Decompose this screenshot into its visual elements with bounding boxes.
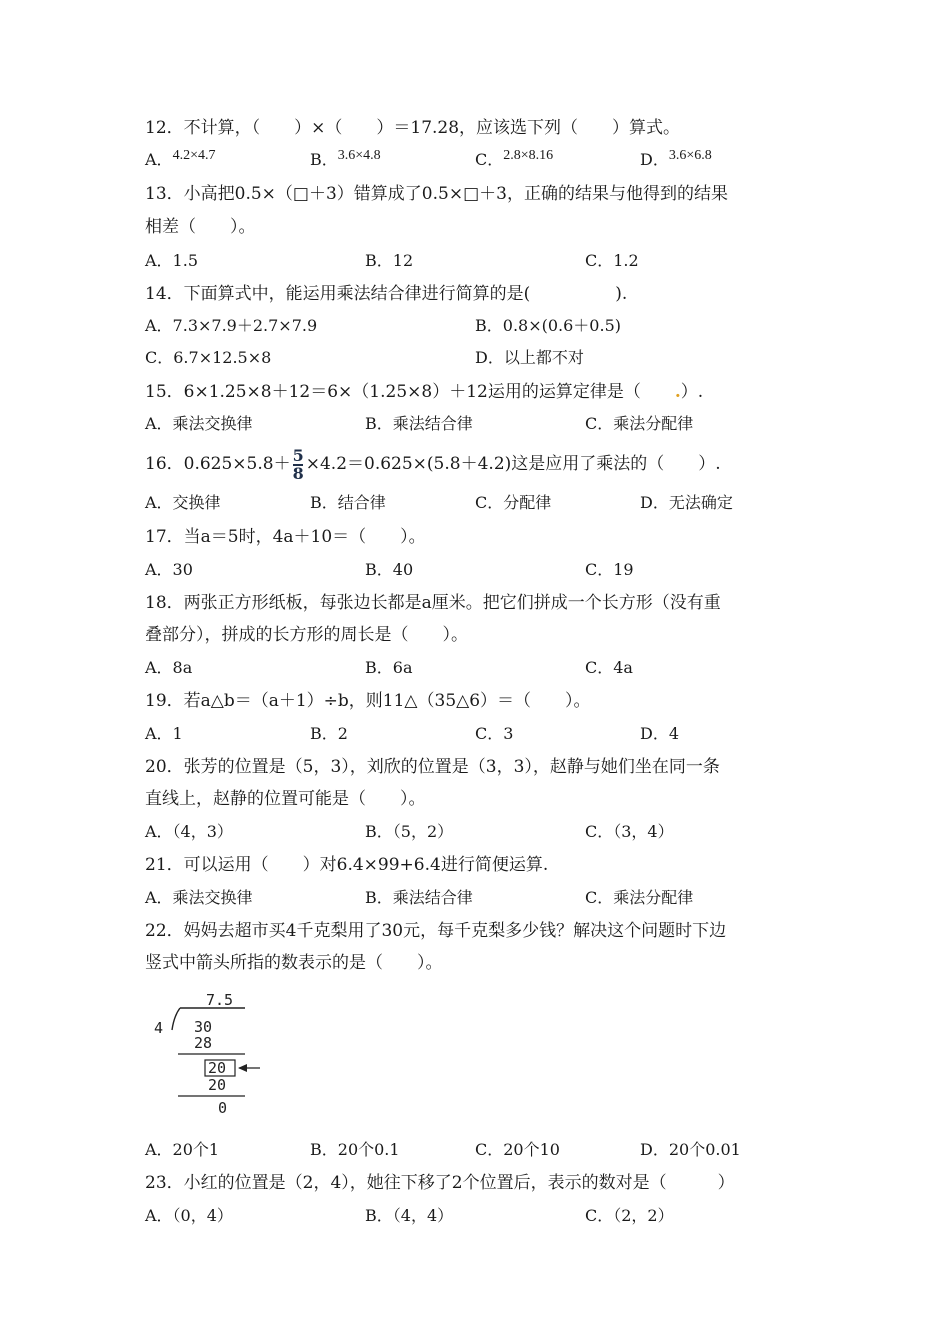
q13-option-b: B．12 (365, 251, 414, 270)
q22-stem-line2: 竖式中箭头所指的数表示的是（ ）。 (145, 953, 443, 973)
q21-option-a: A．乘法交换律 (145, 888, 253, 907)
q20-option-c: C．（3，4） (585, 822, 674, 841)
q21-option-b: B．乘法结合律 (365, 888, 473, 907)
q22-stem-line1: 22．妈妈去超市买4千克梨用了30元，每千克梨多少钱？解决这个问题时下边 (145, 921, 727, 941)
q15-option-c: C．乘法分配律 (585, 414, 694, 433)
q15-option-a: A．乘法交换律 (145, 414, 253, 433)
division-step2: 20 (208, 1059, 227, 1077)
q22-option-b: B．20个0.1 (310, 1140, 400, 1159)
q16-fraction (292, 445, 304, 483)
q14-stem: 14．下面算式中，能运用乘法结合律进行简算的是( ). (145, 284, 628, 304)
q17-option-a: A．30 (145, 560, 193, 579)
division-divisor: 4 (154, 1019, 164, 1037)
q20-option-a: A．（4，3） (145, 822, 233, 841)
q13-option-a: A．1.5 (145, 251, 199, 270)
q19-option-b: B．2 (310, 724, 348, 743)
q21-stem: 21．可以运用（ ）对6.4×99+6.4进行简便运算. (145, 855, 549, 875)
division-remainder: 0 (218, 1099, 228, 1117)
q16-fraction-denominator: 8 (292, 463, 304, 483)
q13-stem-line1: 13．小高把0.5×（□＋3）错算成了0.5×□＋3，正确的结果与他得到的结果 (145, 184, 728, 204)
q14-option-b: B．0.8×(0.6＋0.5) (475, 316, 621, 335)
q23-stem: 23．小红的位置是（2，4），她往下移了2个位置后，表示的数对是（ ） (145, 1173, 735, 1193)
division-step3: 20 (208, 1076, 227, 1094)
q17-option-c: C．19 (585, 560, 634, 579)
q16-stem (145, 446, 721, 482)
q19-option-c: C．3 (475, 724, 514, 743)
q15-stem (145, 380, 703, 404)
q12-stem: 12．不计算，（ ）×（ ）＝17.28，应该选下列（ ）算式。 (145, 118, 681, 138)
q16-stem-post: ×4.2＝0.625×(5.8＋4.2)这是应用了乘法的（ ）. (305, 454, 721, 474)
q21-option-c: C．乘法分配律 (585, 888, 694, 907)
q18-stem-line1: 18．两张正方形纸板，每张边长都是a厘米。把它们拼成一个长方形（没有重 (145, 593, 721, 613)
q22-option-d: D．20个0.01 (640, 1140, 741, 1159)
q15-option-b: B．乘法结合律 (365, 414, 473, 433)
q12-option-d-letter: D． (640, 150, 669, 169)
q15-stem-dot: . (674, 382, 681, 402)
q12-option-a-value: 4.2×4.7 (172, 148, 216, 163)
q18-option-a: A．8a (145, 658, 193, 677)
q23-option-a: A．（0，4） (145, 1206, 233, 1225)
q15-stem-post: ）. (680, 382, 704, 402)
q14-option-a: A．7.3×7.9＋2.7×7.9 (145, 316, 318, 335)
division-bracket (172, 1008, 180, 1030)
q20-stem-line2: 直线上，赵静的位置可能是（ ）。 (145, 789, 426, 809)
q17-stem: 17．当a＝5时，4a＋10＝（ ）。 (145, 527, 426, 547)
division-step1: 28 (194, 1034, 213, 1052)
q12-option-b-value: 3.6×4.8 (337, 148, 381, 163)
q18-stem-line2: 叠部分），拼成的长方形的周长是（ ）。 (145, 625, 468, 645)
q22-option-a: A．20个1 (145, 1140, 220, 1159)
q18-option-c: C．4a (585, 658, 633, 677)
q20-option-b: B．（5，2） (365, 822, 454, 841)
q19-stem: 19．若a△b＝（a＋1）÷b，则11△（35△6）＝（ ）。 (145, 691, 591, 711)
division-dividend: 30 (194, 1018, 213, 1036)
q19-option-d: D．4 (640, 724, 680, 743)
q23-option-c: C．（2，2） (585, 1206, 674, 1225)
q12-option-c-value: 2.8×8.16 (503, 148, 554, 163)
q12-option-b (310, 149, 381, 173)
q12-option-c-letter: C． (475, 150, 504, 169)
q20-stem-line1: 20．张芳的位置是（5，3），刘欣的位置是（3，3），赵静与她们坐在同一条 (145, 757, 720, 777)
q12-option-b-letter: B． (310, 150, 338, 169)
q12-option-c (475, 149, 553, 173)
division-quotient: 7.5 (206, 991, 234, 1009)
q15-stem-pre: 15．6×1.25×8＋12＝6×（1.25×8）＋12运用的运算定律是（ (145, 382, 675, 402)
q12-option-d-value: 3.6×6.8 (668, 148, 712, 163)
q16-option-a: A．交换律 (145, 493, 221, 512)
q18-option-b: B．6a (365, 658, 413, 677)
q23-option-b: B．（4，4） (365, 1206, 454, 1225)
q16-fraction-numerator: 5 (292, 445, 304, 465)
q12-option-a-letter: A． (145, 150, 173, 169)
q13-option-c: C．1.2 (585, 251, 639, 270)
q13-stem-line2: 相差（ ）。 (145, 217, 256, 237)
q22-option-c: C．20个10 (475, 1140, 560, 1159)
q12-option-a (145, 149, 215, 173)
q14-option-c: C．6.7×12.5×8 (145, 348, 272, 367)
long-division-figure (150, 990, 270, 1120)
q16-option-c: C．分配律 (475, 493, 552, 512)
q12-option-d (640, 149, 712, 173)
q17-option-b: B．40 (365, 560, 414, 579)
arrow-icon (238, 1064, 247, 1072)
q16-option-b: B．结合律 (310, 493, 386, 512)
q16-stem-pre: 16．0.625×5.8＋ (145, 454, 291, 474)
q14-option-d: D．以上都不对 (475, 348, 584, 367)
q16-option-d: D．无法确定 (640, 493, 733, 512)
q19-option-a: A．1 (145, 724, 183, 743)
